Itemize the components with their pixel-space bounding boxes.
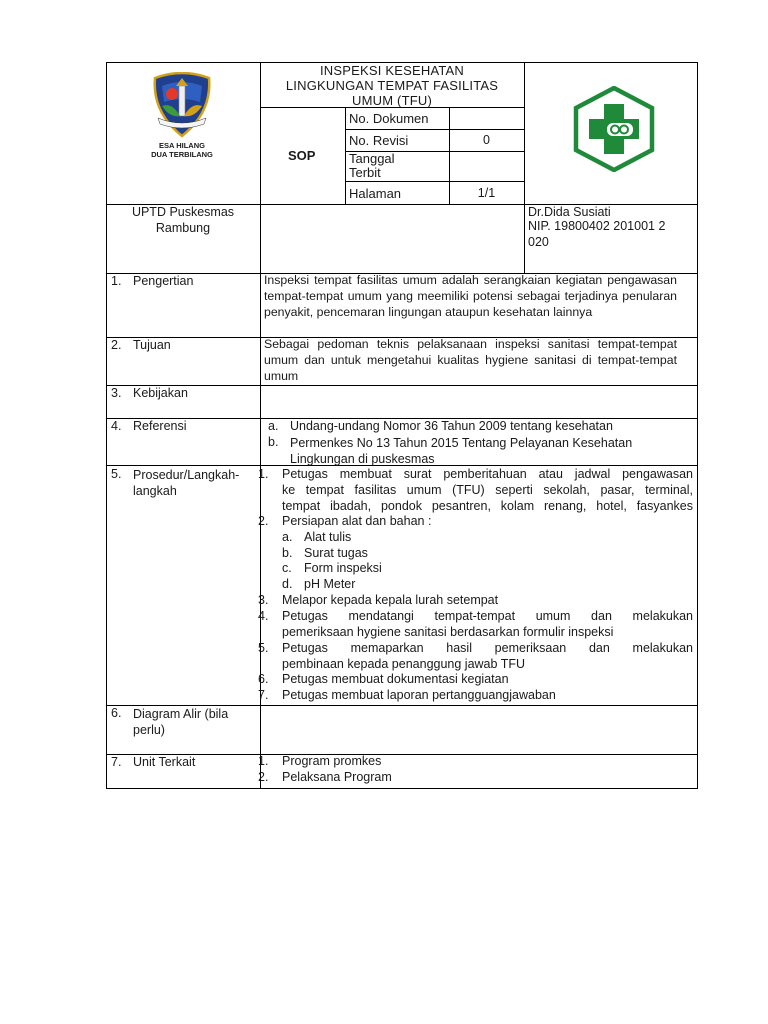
doc-row3-line — [345, 181, 524, 182]
row2-bottom-line — [106, 385, 698, 386]
row6-label: Diagram Alir (bila perlu) — [133, 707, 229, 737]
sub-b-marker: b. — [282, 546, 293, 560]
row3-number: 3. — [111, 386, 122, 400]
sub-c-text: Form inspeksi — [304, 561, 382, 575]
step5-line1: Petugas memaparkan hasil pemeriksaan dan melakukan — [282, 641, 693, 655]
step6-line1: Petugas membuat dokumentasi kegiatan — [282, 672, 509, 686]
step4-marker: 4. — [258, 609, 269, 623]
emblem-motto-line2: DUA TERBILANG — [151, 150, 213, 159]
doc-value-halaman: 1/1 — [477, 186, 496, 200]
row2-label: Tujuan — [133, 338, 171, 352]
row1-number: 1. — [111, 274, 122, 288]
row2-number: 2. — [111, 338, 122, 352]
sub-c-marker: c. — [282, 561, 292, 575]
doc-label-halaman: Halaman — [349, 186, 402, 201]
sub-a-marker: a. — [282, 530, 293, 544]
row2-text: Sebagai pedoman teknis pelaksanaan inspeksi sanitasi tempat-tempat umum dan untuk mengetahui kualitas hygiene sanitasi di tempat-tempat umum — [264, 337, 677, 383]
doc-value-revisi: 0 — [483, 133, 490, 147]
regional-emblem-icon — [150, 72, 214, 140]
emblem-motto-line1: ESA HILANG — [159, 141, 205, 150]
step5-marker: 5. — [258, 641, 269, 655]
step1-marker: 1. — [258, 467, 269, 481]
row7-label: Unit Terkait — [133, 755, 196, 769]
doc-label-nomor: No. Dokumen — [349, 111, 429, 126]
ref-a-marker: a. — [268, 419, 279, 433]
row6-number: 6. — [111, 706, 122, 720]
doc-label-revisi: No. Revisi — [349, 133, 409, 148]
sub-d-text: pH Meter — [304, 577, 356, 591]
step4-line1: Petugas mendatangi tempat-tempat umum dan melakukan — [282, 609, 693, 623]
step6-marker: 6. — [258, 672, 269, 686]
step1-line2: ke tempat fasilitas umum (TFU) seperti sekolah, pasar, terminal, — [282, 483, 693, 497]
sub-d-marker: d. — [282, 577, 293, 591]
signer-name: Dr.Dida Susiati — [528, 205, 611, 219]
sub-b-text: Surat tugas — [304, 546, 368, 560]
sop-label: SOP — [288, 148, 316, 163]
unit-2-marker: 2. — [258, 770, 269, 784]
signer-nip: NIP. 19800402 201001 2 020 — [528, 219, 666, 249]
step1-line3: tempat ibadah, pondok pesantren, kolam renang, hotel, fasyankes — [282, 499, 693, 513]
step2-marker: 2. — [258, 514, 269, 528]
step5-line2: pembinaan kepada penanggung jawab TFU — [282, 657, 526, 671]
step2-line1: Persiapan alat dan bahan : — [282, 514, 432, 528]
unit-2-text: Pelaksana Program — [282, 770, 392, 784]
row5-label: Prosedur/Langkah- langkah — [133, 468, 240, 498]
sub-a-text: Alat tulis — [304, 530, 352, 544]
doc-row1-line — [345, 129, 524, 130]
step7-marker: 7. — [258, 688, 269, 702]
doc-label-line — [345, 107, 346, 204]
title-line-2: LINGKUNGAN TEMPAT FASILITAS — [285, 78, 499, 93]
step4-line2: pemeriksaan hygiene sanitasi berdasarkan formulir inspeksi — [282, 625, 614, 639]
document-title — [262, 63, 522, 108]
ref-a-text: Undang-undang Nomor 36 Tahun 2009 tentang kesehatan — [290, 419, 613, 433]
row3-label: Kebijakan — [133, 386, 188, 400]
title-line-3: UMUM (TFU) — [352, 93, 432, 108]
institution-name: UPTD Puskesmas Rambung — [131, 205, 235, 235]
header-right-line — [524, 62, 525, 273]
step3-marker: 3. — [258, 593, 269, 607]
unit-1-text: Program promkes — [282, 754, 382, 768]
step3-line1: Melapor kepada kepala lurah setempat — [282, 593, 499, 607]
row7-number: 7. — [111, 755, 122, 769]
ref-b-marker: b. — [268, 435, 279, 449]
row4-number: 4. — [111, 419, 122, 433]
row4-label: Referensi — [133, 419, 187, 433]
step1-line1: Petugas membuat surat pemberitahuan atau jadwal pengawasan — [282, 467, 693, 481]
ref-b-text: Permenkes No 13 Tahun 2015 Tentang Pelayanan Kesehatan Lingkungan di puskesmas — [290, 436, 633, 466]
row1-label: Pengertian — [133, 274, 194, 288]
step7-line1: Petugas membuat laporan pertangguangjawaban — [282, 688, 556, 702]
unit-1-marker: 1. — [258, 754, 269, 768]
doc-label-tanggal: Tanggal Terbit — [349, 151, 395, 180]
row5-number: 5. — [111, 467, 122, 481]
row1-text: Inspeksi tempat fasilitas umum adalah serangkaian kegiatan pengawasan tempat-tempat umum yang meemiliki potensi sebagai terjadinya penularan penyakit, pencemaran lingungan ataupun kesehatan lainnya — [264, 273, 677, 319]
puskesmas-cross-icon — [571, 86, 657, 172]
title-line-1: INSPEKSI KESEHATAN — [320, 63, 464, 78]
